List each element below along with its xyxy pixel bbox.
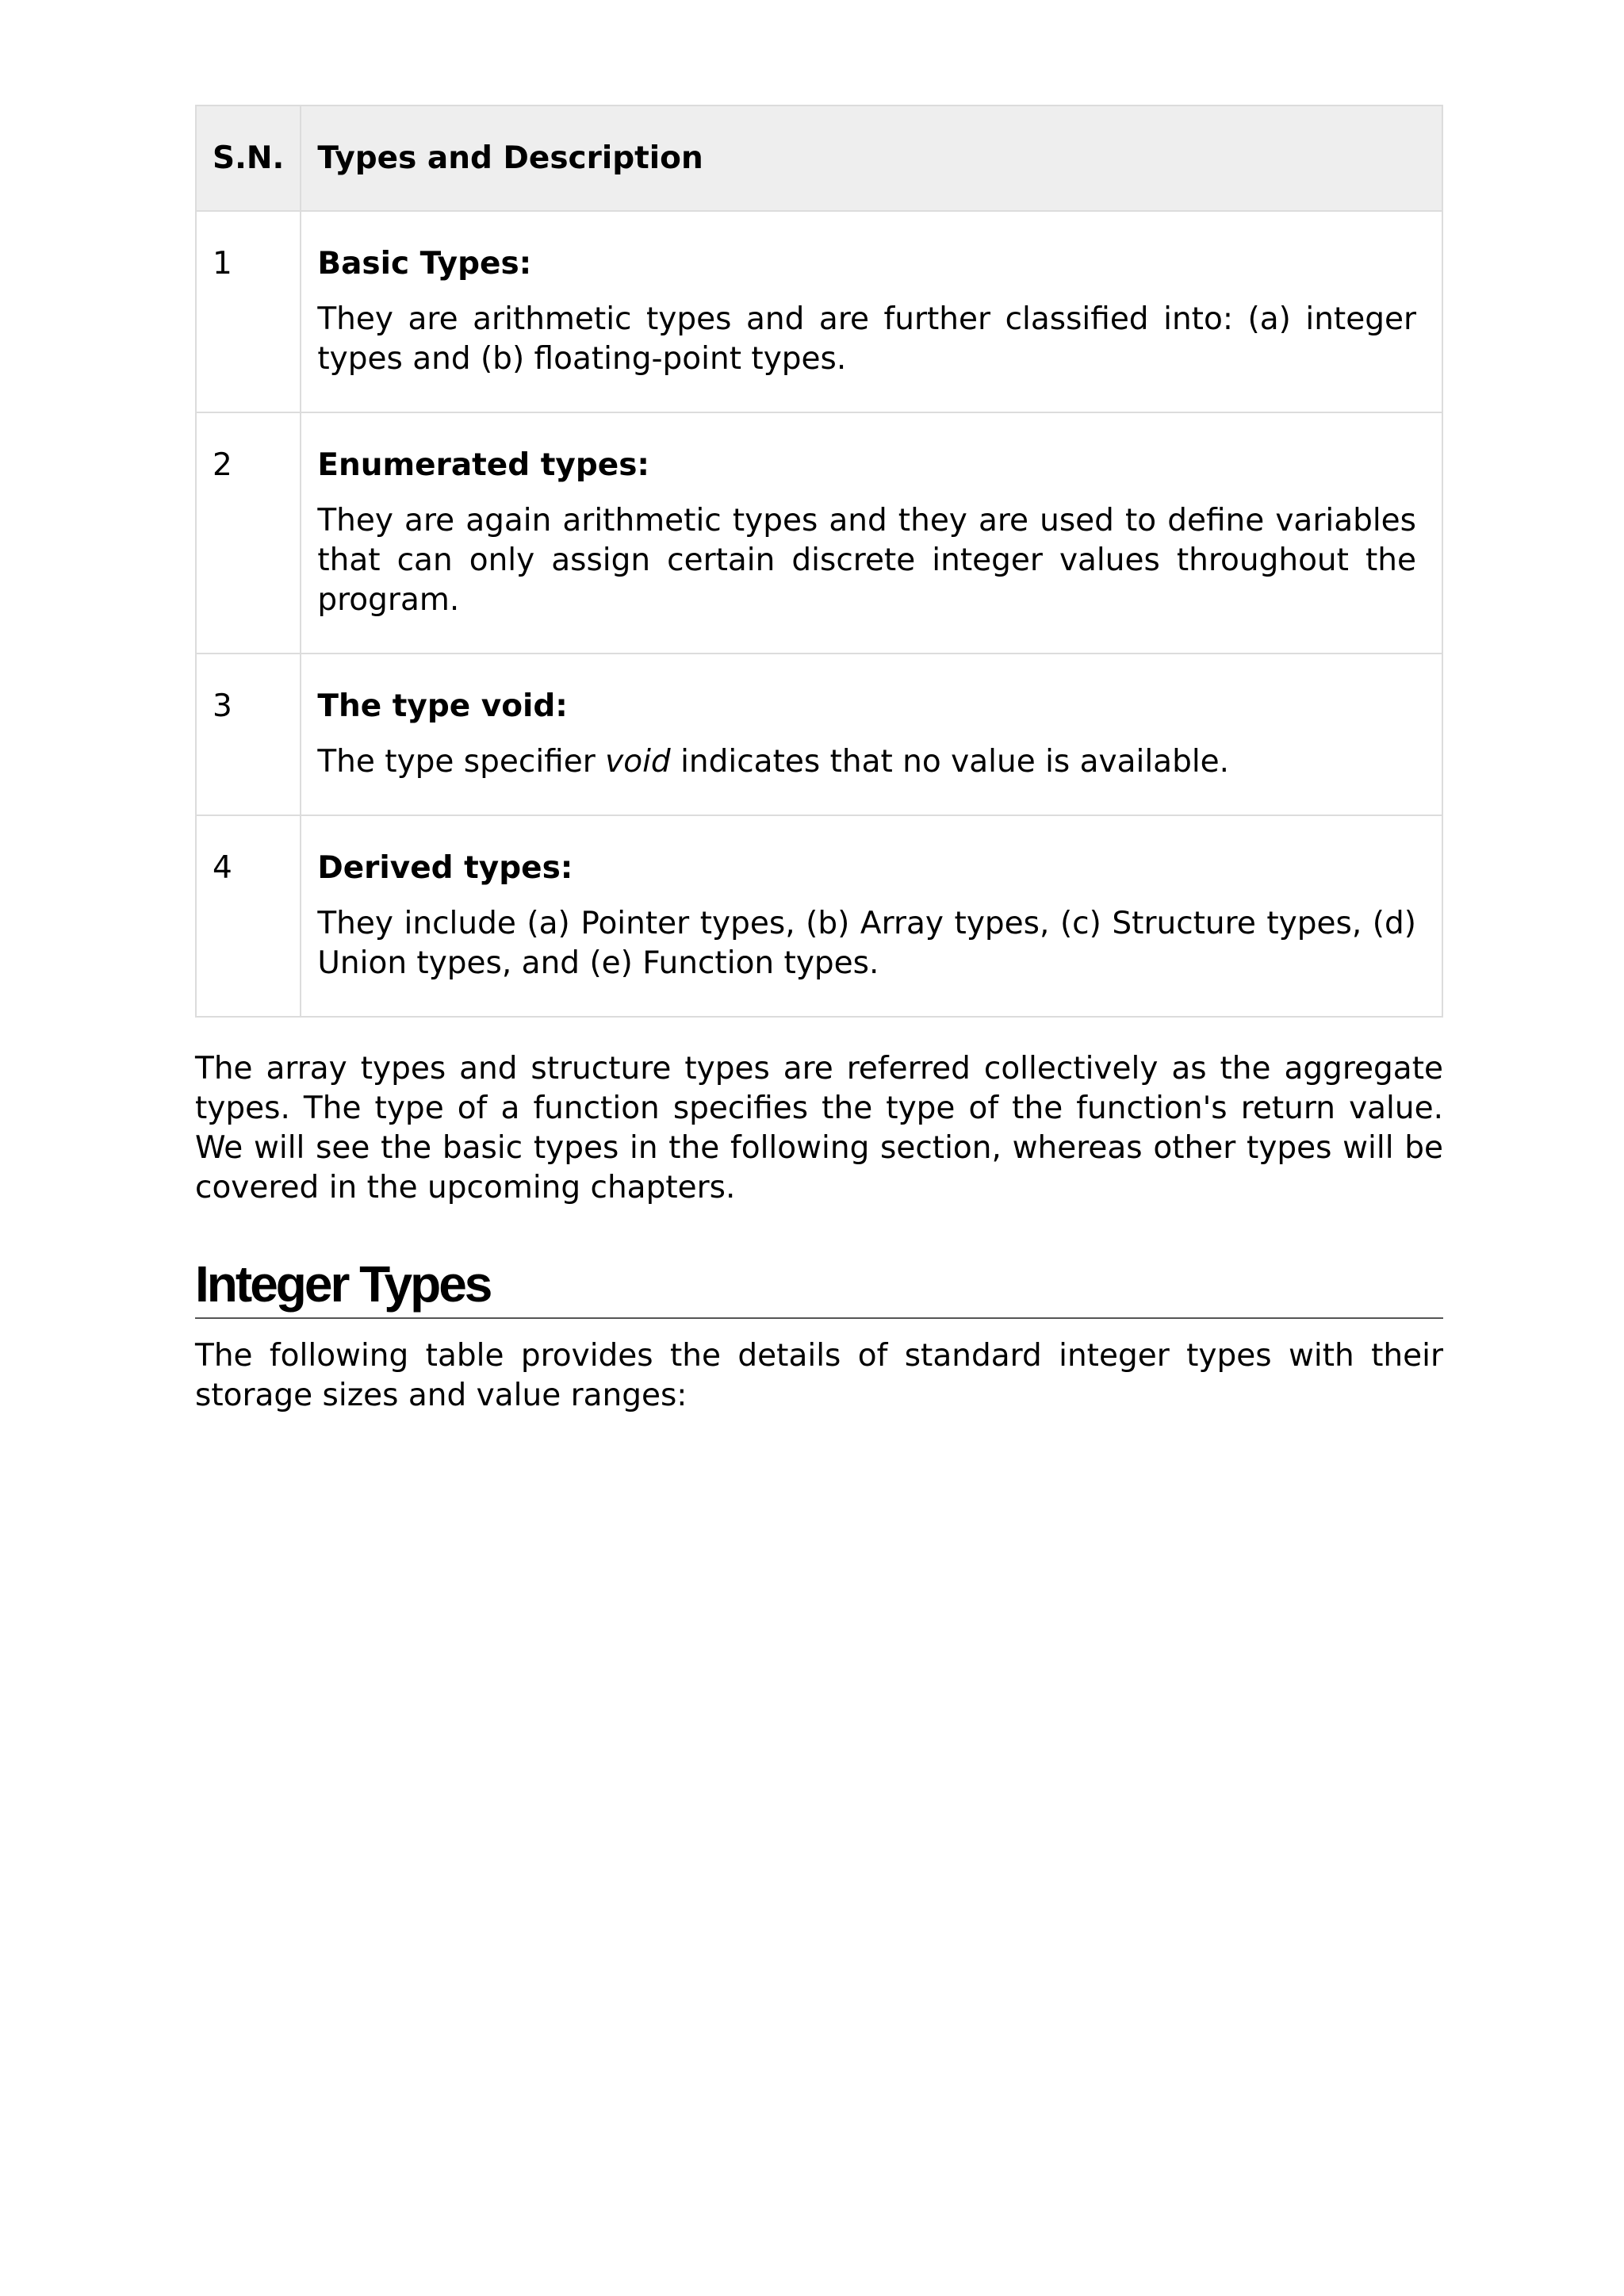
table-row bbox=[196, 815, 1442, 1017]
type-description bbox=[317, 742, 1416, 782]
type-description: They include (a) Pointer types, (b) Array types, (c) Structure types, (d) Union types, and (e) Function types. bbox=[317, 906, 1416, 981]
type-title: The type void: bbox=[317, 688, 568, 724]
row-number: 2 bbox=[196, 412, 301, 654]
description-text: The type specifier bbox=[317, 744, 606, 780]
row-number: 4 bbox=[196, 815, 301, 1017]
row-content bbox=[301, 211, 1442, 412]
section-heading: Integer Types bbox=[195, 1255, 1443, 1319]
row-content bbox=[301, 412, 1442, 654]
row-content bbox=[301, 654, 1442, 815]
aggregate-types-paragraph: The array types and structure types are referred collectively as the aggregate types. The type of a function specifies the type of the function's return value. We will see the basic types in the following section, whereas other types will be covered in the upcoming chapters. bbox=[195, 1051, 1443, 1205]
type-description: They are arithmetic types and are further classified into: (a) integer types and (b) floating-point types. bbox=[317, 301, 1416, 377]
type-title: Basic Types: bbox=[317, 246, 532, 282]
void-keyword: void bbox=[605, 744, 671, 780]
table-header-row bbox=[196, 105, 1442, 211]
data-types-table bbox=[195, 105, 1443, 1018]
table-row bbox=[196, 654, 1442, 815]
table-row bbox=[196, 211, 1442, 412]
sn-column-header: S.N. bbox=[196, 105, 301, 211]
row-number: 1 bbox=[196, 211, 301, 412]
type-title: Enumerated types: bbox=[317, 447, 649, 483]
description-column-header: Types and Description bbox=[301, 105, 1442, 211]
type-title: Derived types: bbox=[317, 850, 573, 886]
table-row bbox=[196, 412, 1442, 654]
document-page bbox=[195, 105, 1443, 1416]
description-text: indicates that no value is available. bbox=[670, 744, 1230, 780]
row-content bbox=[301, 815, 1442, 1017]
integer-types-intro: The following table provides the details of standard integer types with their storage sizes and value ranges: bbox=[195, 1338, 1443, 1413]
type-description: They are again arithmetic types and they are used to define variables that can only assign certain discrete integer values throughout the program. bbox=[317, 503, 1416, 618]
row-number: 3 bbox=[196, 654, 301, 815]
